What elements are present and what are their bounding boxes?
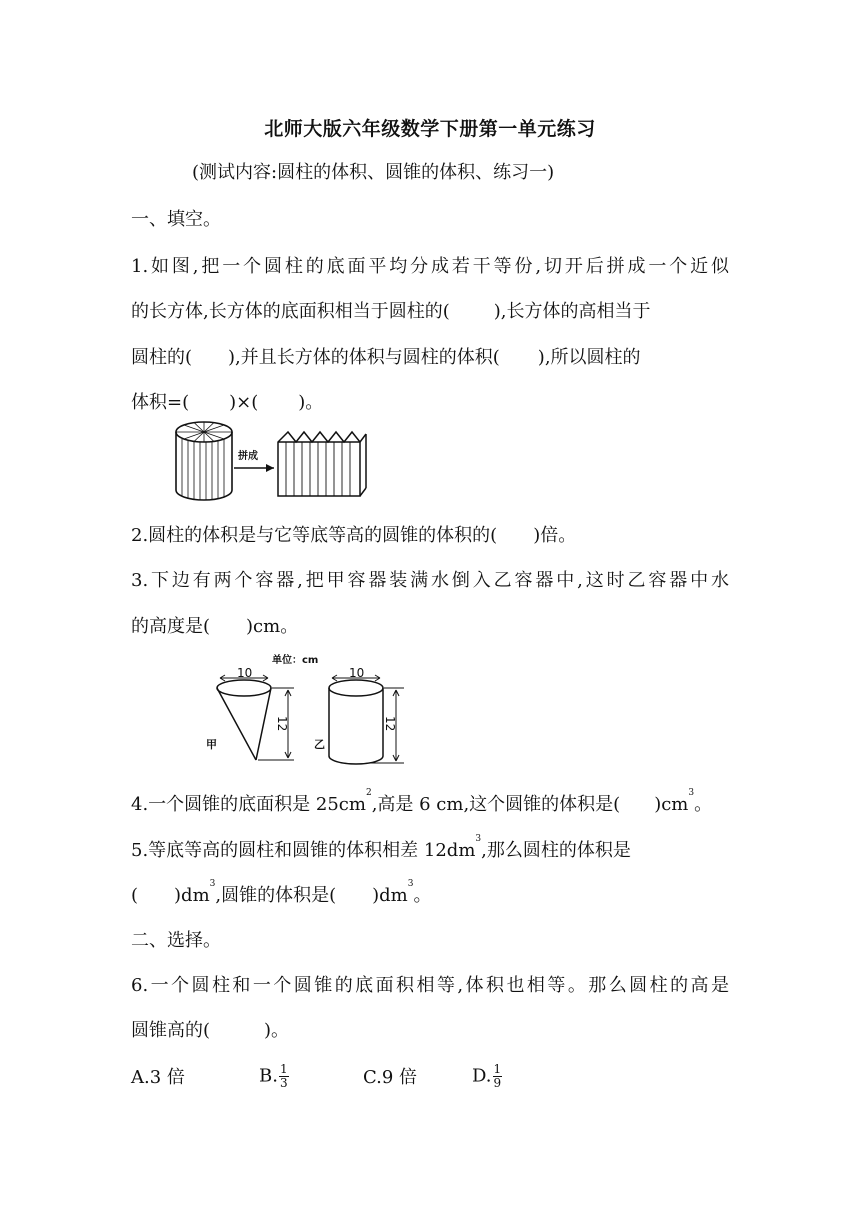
q6-line-2: 圆锥高的( )。 xyxy=(131,1020,290,1041)
q4-line: 4.一个圆锥的底面积是 $25cm^2$,高是 6 cm,这个圆锥的体积是( )$cm^3$。 xyxy=(131,788,713,815)
cylinder-to-cuboid-figure xyxy=(170,418,370,504)
q6-line-1: 6.一个圆柱和一个圆锥的底面积相等,体积也相等。那么圆柱的高是 xyxy=(131,975,729,996)
option-c[interactable]: C.9 倍 xyxy=(363,1067,418,1088)
q3-line-1: 3.下边有两个容器,把甲容器装满水倒入乙容器中,这时乙容器中水 xyxy=(131,570,729,591)
unit-label: 单位：cm xyxy=(272,655,319,666)
cuboid-figure xyxy=(278,432,366,496)
fraction-one-ninth: $\frac{1}{9}$ xyxy=(493,1062,502,1090)
figure-combine-label: 拼成 xyxy=(238,451,258,462)
option-a[interactable]: A.3 倍 xyxy=(131,1067,185,1088)
cylinder-height-label: 12 xyxy=(383,716,397,732)
q5-line-1: 5.等底等高的圆柱和圆锥的体积相差 $12dm^3$,那么圆柱的体积是 xyxy=(131,834,631,861)
page-title: 北师大版六年级数学下册第一单元练习 xyxy=(264,118,596,140)
q1-line-3: 圆柱的( ),并且长方体的体积与圆柱的体积( ),所以圆柱的 xyxy=(131,347,641,368)
cylinder-diameter-label: 10 xyxy=(349,666,365,680)
cylinder-name-label: 乙 xyxy=(314,738,325,751)
containers-figure xyxy=(200,650,420,774)
cone-diameter-label: 10 xyxy=(237,666,253,680)
option-d[interactable]: D. $\frac{1}{9}$ xyxy=(472,1062,502,1090)
cone-name-label: 甲 xyxy=(206,738,217,751)
page-subtitle: (测试内容:圆柱的体积、圆锥的体积、练习一) xyxy=(192,162,555,183)
fraction-one-third: $\frac{1}{3}$ xyxy=(279,1062,288,1090)
q1-line-4: 体积=( )×( )。 xyxy=(131,392,324,413)
cone-height-label: 12 xyxy=(275,716,289,732)
q1-line-1: 1.如图,把一个圆柱的底面平均分成若干等份,切开后拼成一个近似 xyxy=(131,256,729,277)
q3-line-2: 的高度是( )cm。 xyxy=(131,616,299,637)
section-heading-choice: 二、选择。 xyxy=(131,930,221,951)
q1-line-2: 的长方体,长方体的底面积相当于圆柱的( ),长方体的高相当于 xyxy=(131,301,651,322)
q5-line-2: ( )$dm^3$,圆锥的体积是( )$dm^3$。 xyxy=(131,879,432,906)
section-heading-fill-in: 一、填空。 xyxy=(131,209,221,230)
option-b[interactable]: B. $\frac{1}{3}$ xyxy=(259,1062,288,1090)
q2-line: 2.圆柱的体积是与它等底等高的圆锥的体积的( )倍。 xyxy=(131,525,577,546)
